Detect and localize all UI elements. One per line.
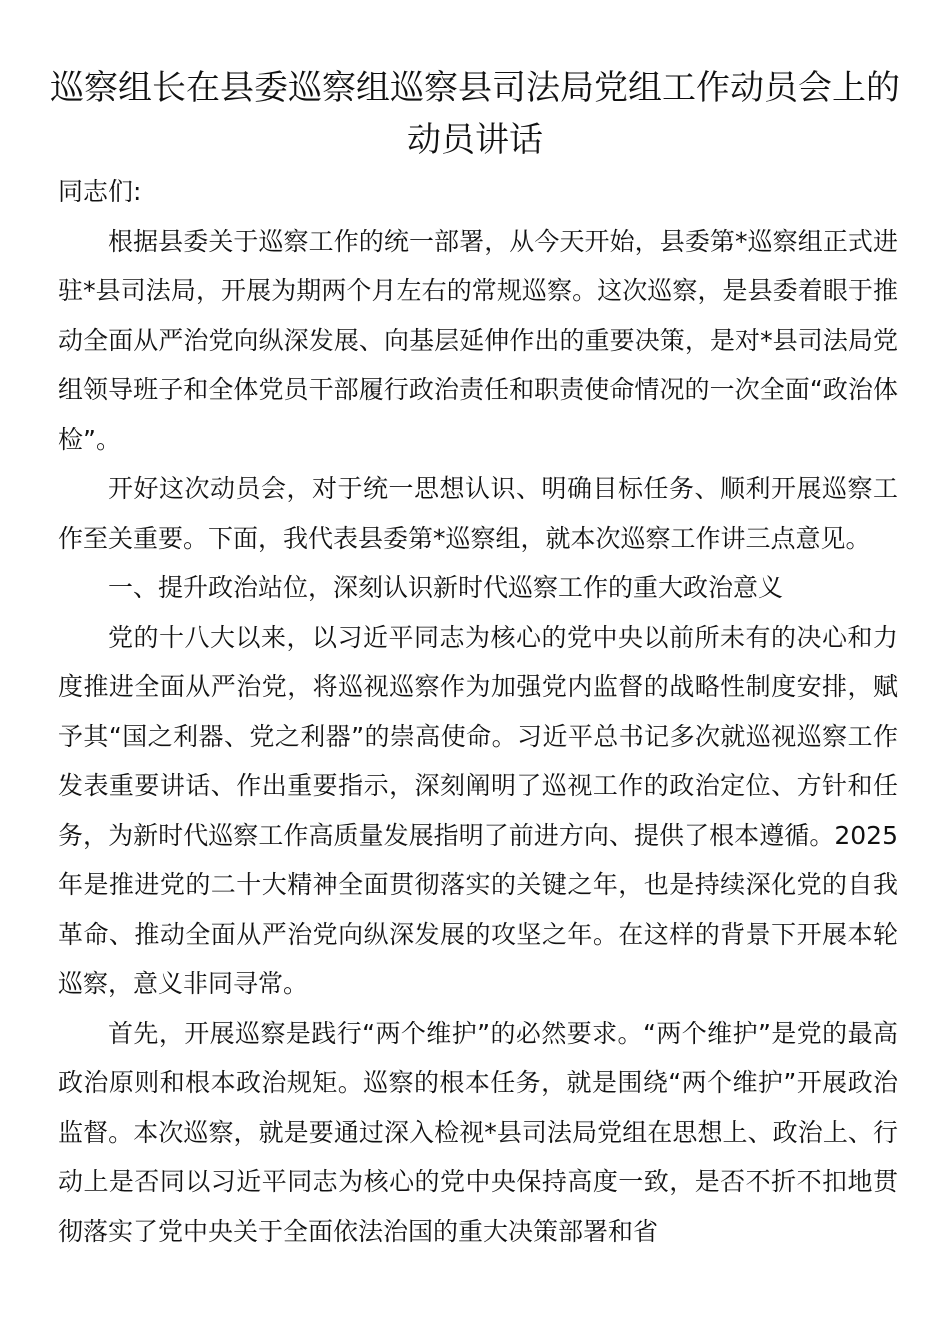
document-title: 巡察组长在县委巡察组巡察县司法局党组工作动员会上的动员讲话 [50,68,900,160]
paragraph-intro: 根据县委关于巡察工作的统一部署，从今天开始，县委第*巡察组正式进驻*县司法局，开展为期两个月左右的常规巡察。这次巡察，是县委着眼于推动全面从严治党向纵深发展、向基层延伸作出的重要决策，是对*县司法局党组领导班子和全体党员干部履行政治责任和职责使命情况的一次全面“政治体检”。 [58,226,898,454]
section-heading: 一、提升政治站位，深刻认识新时代巡察工作的重大政治意义 [108,573,784,602]
paragraph-first-point: 首先，开展巡察是践行“两个维护”的必然要求。“两个维护”是党的最高政治原则和根本政治规矩。巡察的根本任务，就是围绕“两个维护”开展政治监督。本次巡察，就是要通过深入检视*县司法局党组在思想上、政治上、行动上是否同以习近平同志为核心的党中央保持高度一致，是否不折不扣地贯彻落实了党中央关于全面依法治国的重大决策部署和省 [58,1018,898,1246]
paragraph-background: 党的十八大以来，以习近平同志为核心的党中央以前所未有的决心和力度推进全面从严治党，将巡视巡察作为加强党内监督的战略性制度安排，赋予其“国之利器、党之利器”的崇高使命。习近平总书记多次就巡视巡察工作发表重要讲话、作出重要指示，深刻阐明了巡视工作的政治定位、方针和任务，为新时代巡察工作高质量发展指明了前进方向、提供了根本遵循。2025年是推进党的二十大精神全面贯彻落实的关键之年，也是持续深化党的自我革命、推动全面从严治党向纵深发展的攻坚之年。在这样的背景下开展本轮巡察，意义非同寻常。 [58,622,898,998]
salutation: 同志们: [58,177,142,206]
paragraph-meeting: 开好这次动员会，对于统一思想认识、明确目标任务、顺利开展巡察工作至关重要。下面，我代表县委第*巡察组，就本次巡察工作讲三点意见。 [58,474,898,553]
document-body [58,167,898,1256]
